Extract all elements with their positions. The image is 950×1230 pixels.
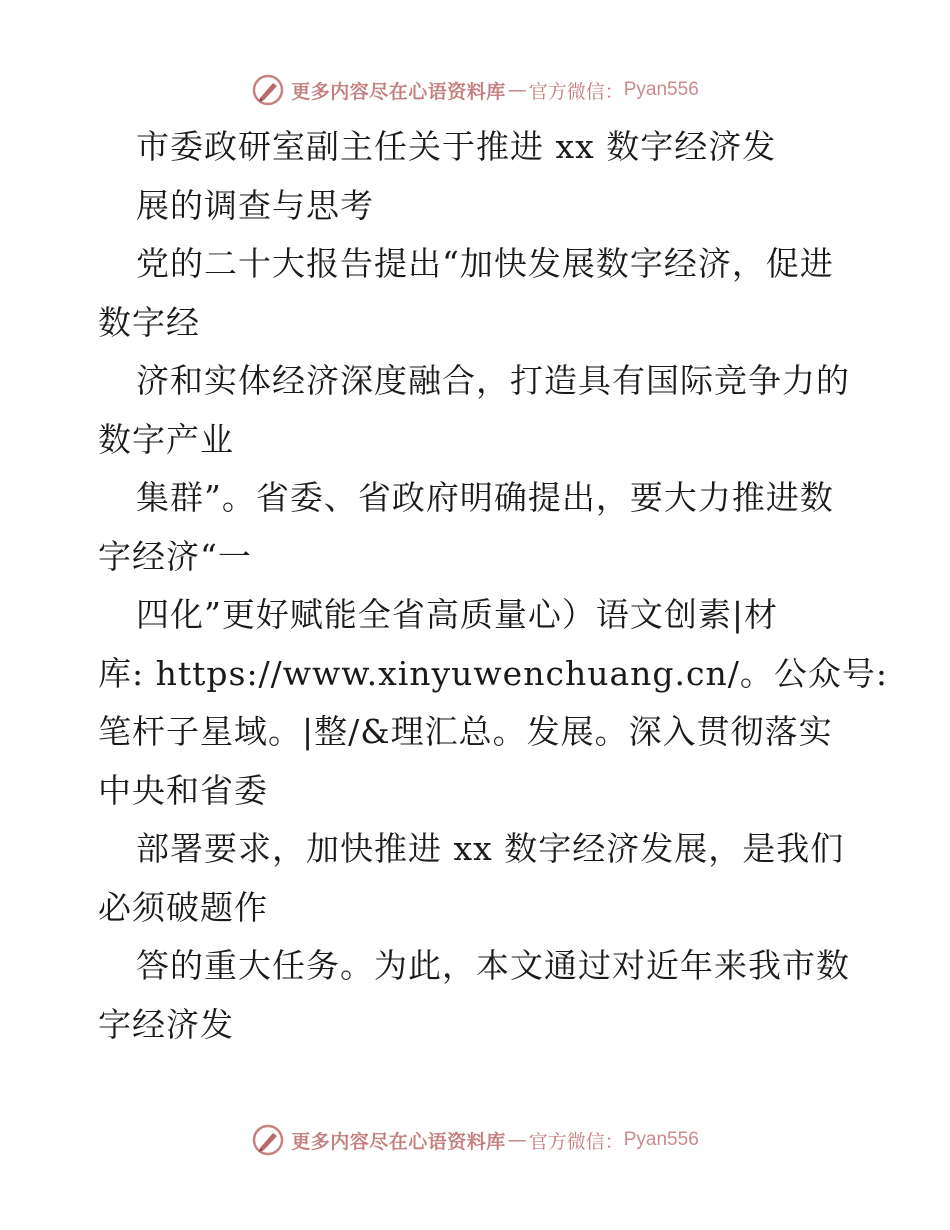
text-line: 数字产业 [98, 419, 234, 459]
banner-wechat-label: 官方微信： [528, 80, 624, 103]
text-line: 市委政研室副主任关于推进 xx 数字经济发 [136, 127, 777, 166]
banner-separator: — [507, 79, 527, 101]
text-line: 中央和省委 [98, 770, 268, 810]
banner-text: 更多内容尽在心语资料库 [291, 1130, 506, 1153]
text-line: 库: https://www.xinyuwenchuang.cn/。公众号: [98, 653, 888, 693]
text-line: 集群”。省委、省政府明确提出，要大力推进数 [136, 478, 834, 517]
text-line: 四化”更好赋能全省高质量心）语文创素|材 [136, 595, 778, 634]
text-line: 数字经 [98, 302, 200, 342]
footer-banner [0, 1120, 950, 1160]
text-line: 展的调查与思考 [136, 185, 374, 225]
text-line: 部署要求，加快推进 xx 数字经济发展，是我们 [136, 829, 845, 868]
banner-text: 更多内容尽在心语资料库 [291, 80, 506, 103]
banner-separator: — [507, 1129, 527, 1151]
pen-logo-icon [251, 73, 285, 107]
text-line: 字经济“一 [98, 536, 252, 576]
text-line: 答的重大任务。为此，本文通过对近年来我市数 [136, 946, 850, 985]
banner-wechat-id: Pyan556 [623, 1129, 699, 1150]
header-banner [0, 70, 950, 110]
text-line: 笔杆子星域。|整/&理汇总。发展。深入贯彻落实 [98, 712, 833, 751]
text-line: 必须破题作 [98, 887, 268, 927]
text-line: 字经济发 [98, 1004, 234, 1044]
document-body [98, 118, 888, 1054]
banner-wechat-id: Pyan556 [623, 79, 699, 100]
text-line: 党的二十大报告提出“加快发展数字经济，促进 [136, 244, 834, 283]
text-line: 济和实体经济深度融合，打造具有国际竞争力的 [136, 361, 850, 400]
banner-wechat-label: 官方微信： [528, 1130, 624, 1153]
pen-logo-icon [251, 1123, 285, 1157]
